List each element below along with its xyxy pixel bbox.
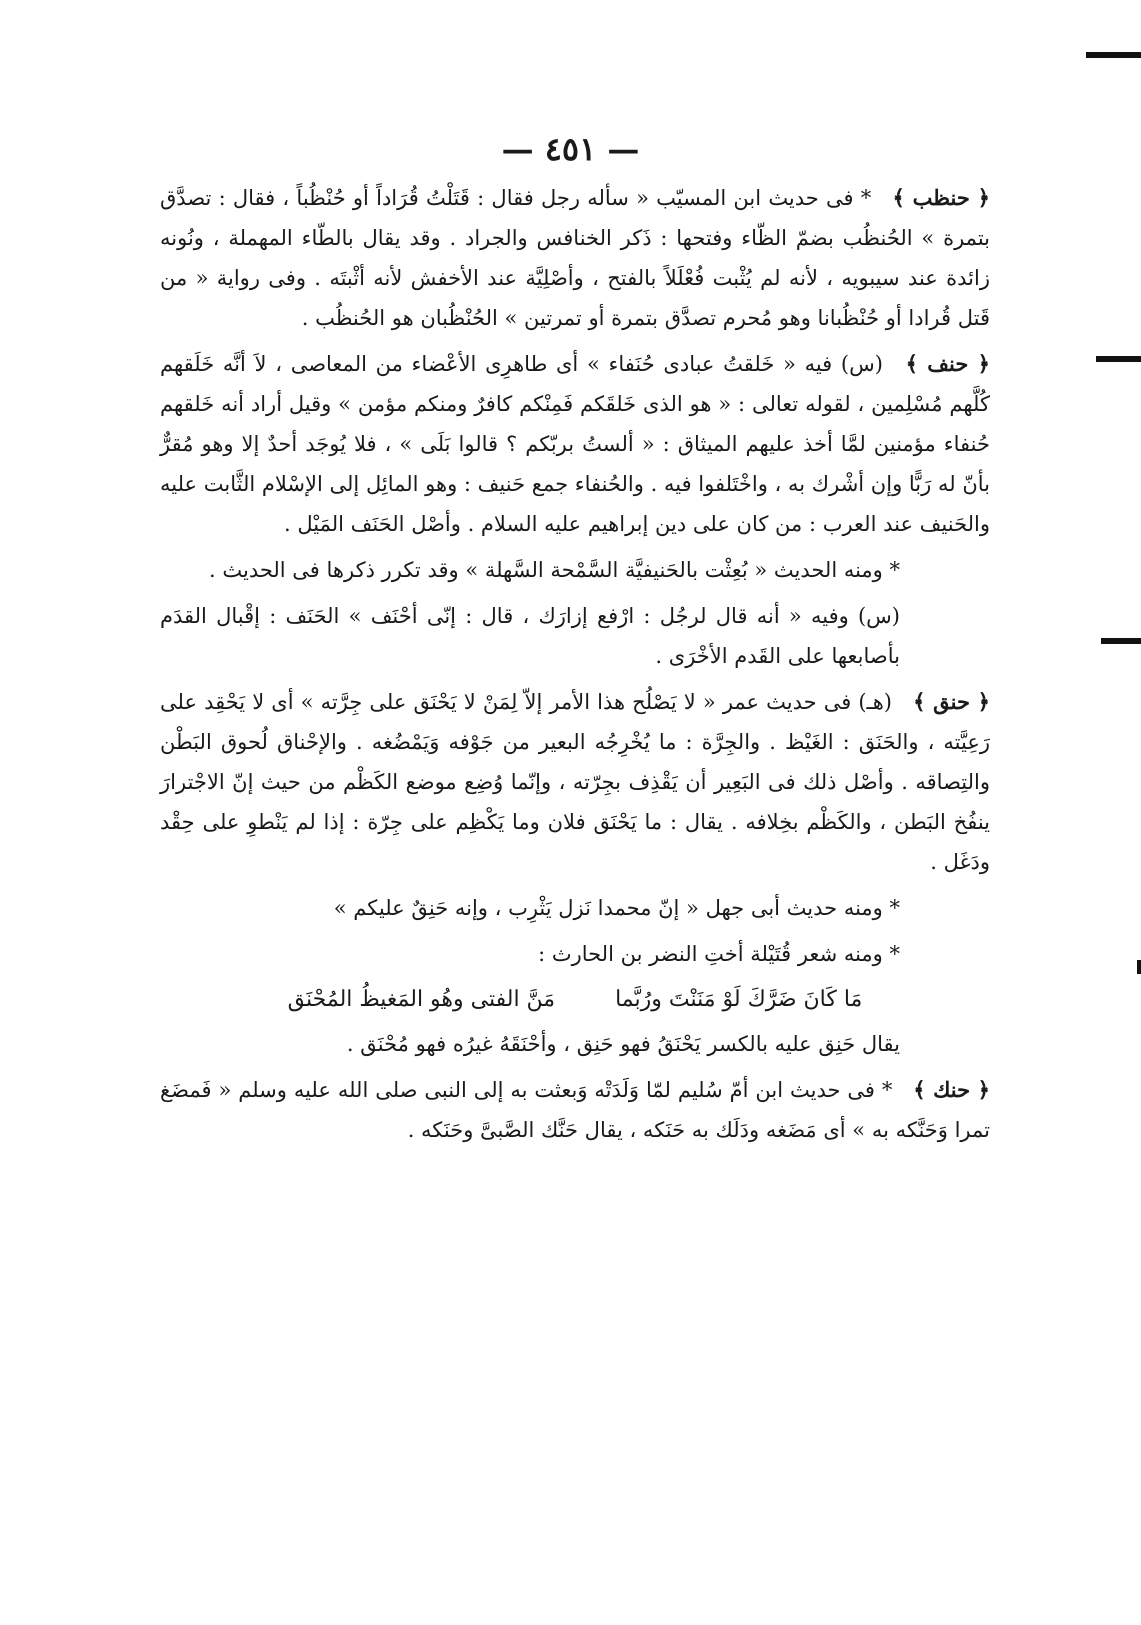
entry-body: * فى حديث ابن أمّ سُليم لمّا وَلَدَتْه وَبعثت به إلى النبى صلى الله عليه وسلم « فَمضَغ تمرا وَحَنَّكه به » أى مَضَغه ودَلَك به حَنَكه ، يقال حَنَّك الصَّبىَّ وحَنَكه . bbox=[160, 1078, 990, 1142]
entry-body: يقال حَنِق عليه بالكسر يَحْنَقُ فهو حَنِق ، وأحْنَقَهُ غيرُه فهو مُحْنَق . bbox=[346, 1032, 900, 1056]
entry-subparagraph bbox=[160, 596, 990, 676]
headword: ﴿ حنظب ﴾ bbox=[892, 185, 990, 210]
entry-body: (هـ) فى حديث عمر « لا يَصْلُح هذا الأمر إلاّ لِمَنْ لا يَحْنَق على جِرَّته » أى لا يَحْقِد على رَعِيَّته ، والحَنَق : الغَيْظ . والجِرَّة : ما يُخْرِجُه البعير من جَوْفه وَيَمْضُغه . والإحْناق لُحوق البَطْن والتِصاقه . وأصْل ذلك فى البَعِير أن يَقْذِف بجِرّته ، وإنّما وُضِع موضع الكَظْم من حيث إنّ الاجْترارَ ينفُخ البَطن ، والكَظْم بخِلافه . يقال : ما يَحْنَق فلان وما يَكْظِم على جِرّة : إذا لم يَنْطوِ على حِقْد ودَغَل . bbox=[160, 690, 990, 874]
entry-hanzab bbox=[160, 178, 990, 338]
margin-mark-lower bbox=[1137, 960, 1141, 974]
entry-hanak bbox=[160, 1070, 990, 1150]
dictionary-text bbox=[160, 178, 990, 1156]
headword: ﴿ حنك ﴾ bbox=[913, 1077, 990, 1102]
headword: ﴿ حنف ﴾ bbox=[905, 351, 990, 376]
margin-mark-middle-1 bbox=[1096, 356, 1141, 362]
entry-body: (س) وفيه « أنه قال لرجُل : ارْفع إزارَك ، قال : إنّى أحْنَف » الحَنَف : إقْبال القدَم بأصابعها على القَدم الأخْرَى . bbox=[160, 604, 900, 668]
entry-body: * ومنه شعر قُتَيْلة أختِ النضر بن الحارث : bbox=[538, 942, 900, 966]
entry-body: * ومنه حديث أبى جهل « إنّ محمدا نَزل يَثْرِب ، وإنه حَنِقٌ عليكم » bbox=[333, 896, 900, 920]
entry-subparagraph bbox=[160, 1024, 990, 1064]
page-number: — ٤٥١ — bbox=[501, 130, 640, 168]
verse-first-hemistich: مَا كَانَ ضَرَّكَ لَوْ مَنَنْتَ ورُبَّما bbox=[615, 987, 863, 1012]
entry-body: * فى حديث ابن المسيّب « سأله رجل فقال : قَتَلْتُ قُرَاداً أو حُنْظُباً ، فقال : تصدَّق بتمرة » الحُنظُب بضمّ الظّاء وفتحها : ذَكر الخنافس والجراد . وقد يقال بالطّاء المهملة ، ونُونه زائدة عند سيبويه ، لأنه لم يُثْبت فُعْلَلاً بالفتح ، وأصْلِيَّة عند الأخفش لأنه أثْبتَه . وفى رواية « من قَتل قُرادا أو حُنْظُبانا وهو مُحرم تصدَّق بتمرة أو تمرتين » الحُنْظُبان هو الحُنظُب . bbox=[160, 186, 990, 330]
margin-mark-middle-2 bbox=[1101, 638, 1141, 644]
entry-body: (س) فيه « خَلقتُ عبادى حُنَفاء » أى طاهرِى الأعْضاء من المعاصى ، لاَ أنَّه خَلَقهم كُلَّهم مُسْلِمين ، لقوله تعالى : « هو الذى خَلقَكم فَمِنْكم كافرٌ ومنكم مؤمن » وقيل أراد أنه خَلقهم حُنفاء مؤمنين لمَّا أخذ عليهم الميثاق : « ألستُ بربّكم ؟ قالوا بَلَى » ، فلا يُوجَد أحدٌ إلا وهو مُقرٌّ بأنّ له رَبًّا وإن أشْرك به ، واخْتَلفوا فيه . والحُنفاء جمع حَنيف : وهو المائِل إلى الإسْلام الثَّابت عليه والحَنيف عند العرب : من كان على دين إبراهيم عليه السلام . وأصْل الحَنَف المَيْل . bbox=[160, 352, 990, 536]
entry-hanaf bbox=[160, 344, 990, 544]
headword: ﴿ حنق ﴾ bbox=[913, 689, 990, 714]
entry-subparagraph bbox=[160, 888, 990, 928]
margin-mark-top bbox=[1086, 52, 1141, 58]
entry-subparagraph bbox=[160, 934, 990, 974]
verse-second-hemistich: مَنَّ الفتى وهُو المَغيظُ المُحْنَق bbox=[287, 987, 556, 1012]
entry-body: * ومنه الحديث « بُعِثْت بالحَنيفيَّة السَّمْحة السَّهلة » وقد تكرر ذكرها فى الحديث . bbox=[209, 558, 900, 582]
entry-hanaq bbox=[160, 682, 990, 882]
poem-verse bbox=[160, 980, 990, 1020]
entry-subparagraph bbox=[160, 550, 990, 590]
